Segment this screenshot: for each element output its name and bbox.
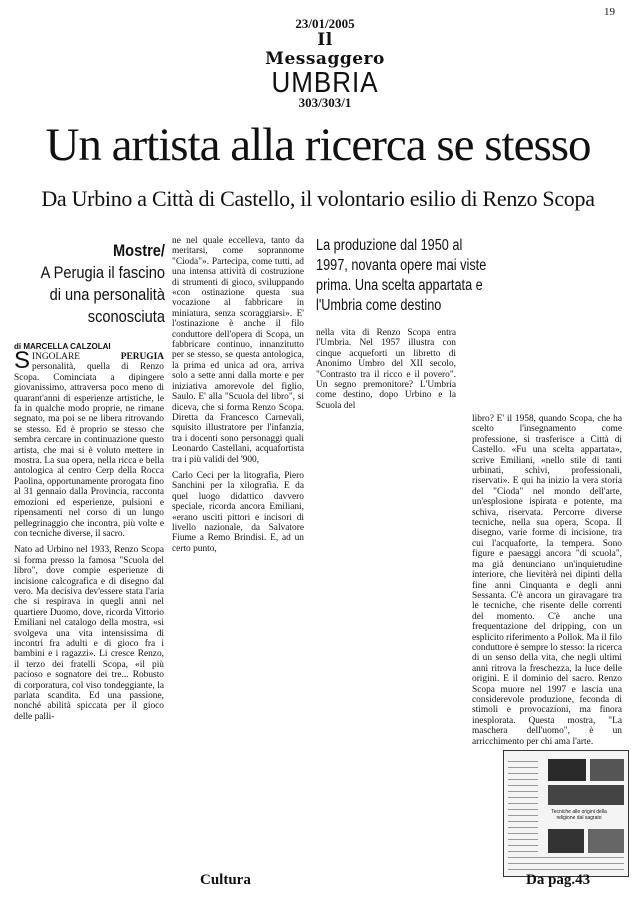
masthead <box>265 16 385 110</box>
footer-section: Cultura <box>200 872 251 888</box>
thumbnail-text-line <box>508 863 624 864</box>
newspaper-name: Il Messaggero <box>265 30 385 69</box>
thumbnail-text-line <box>508 827 538 828</box>
thumbnail-image-block <box>548 785 624 805</box>
thumbnail-text-line <box>508 791 538 792</box>
footer-continued: Da pag.43 <box>526 872 591 888</box>
thumbnail-text-line <box>508 803 538 804</box>
thumbnail-text-line <box>508 761 538 762</box>
thumbnail-text-line <box>508 809 538 810</box>
article-column-1 <box>14 347 164 728</box>
thumbnail-text-line <box>508 839 538 840</box>
article-paragraph <box>14 347 164 539</box>
headline: Un artista alla ricerca se stesso <box>45 119 591 171</box>
article-column-4 <box>472 414 622 753</box>
paragraph-text: INGOLARE personalità, quella di Renzo Scopa. Cominciata a dipingere giovanissimo, attraversa poco meno di quarant'anni di esperienze artistiche, le fa in qualche modo proprie, ne rimane segnato, ma poi se ne libera ritrovando se stesso. Ed è proprio se stesso che sembra cercare in continuazione questo artista, che mai si è voluto mettere in mostra. La sua opera, nella ricca e bella antologica al centro Cerp della Rocca Paolina, opportunamente prorogata fino al 31 gennaio dalla Provincia, racconta emozioni ed esperienze, pulsioni e ripensamenti nel corso di un lungo pellegrinaggio che incontra, più volte e con tecniche diverse, il sacro. <box>14 352 164 539</box>
masthead-date: 23/01/2005 <box>295 16 355 31</box>
article-paragraph: ne nel quale eccelleva, tanto da meritarsi, come soprannome "Cioda"». Partecipa, come tutti, ad una intensa attività di costruzione di strumenti di gioco, sviluppando «con ostinazione questa sua vocazione al fabbricare in miniatura, senza scoraggiarsi». E' l'ostinazione è anche il filo conduttore dell'opera di Scopa, un fabbricare continuo, innanzitutto per se stesso, se questa antologica, la prima ed unica ad ora, arriva solo a sette anni dalla morte e per iniziativa amorevole del figlio, Saulo. E' alla "Scuola del libro", si diceva, che si forma Renzo Scopa. Diretta da Francesco Carnevali, squisito illustratore per l'infanzia, tra i docenti sono personaggi quali Leonardo Castellani, acquafortista tra i più validi del '900, <box>172 236 304 465</box>
thumbnail-image-block <box>548 759 586 781</box>
article-paragraph: Nato ad Urbino nel 1933, Renzo Scopa si forma presso la famosa "Scuola del libro", dove compie esperienze di incisione calcografica e di disegno dal vero. Ma decisiva dev'essere stata l'aria che si respirava in quegli anni nel quartiere Duomo, dove, ricorda Vittorio Emiliani nel catalogo della mostra, «si svolgeva una vita intensissima di incontri fra adulti e di gioco fra i bambini e i ragazzi». Li cresce Renzo, il terzo dei fratelli Scopa, «il più pacioso e sognatore dei tre... Robusto di corporatura, col viso tondeggiante, la parlata scandita. Ed una passione, nonché abilità spiccata per il gioco delle palli- <box>14 545 164 722</box>
thumbnail-text-line <box>508 797 538 798</box>
kicker <box>32 240 165 328</box>
article-thumbnail <box>503 750 629 877</box>
thumbnail-text-line <box>508 857 624 858</box>
thumbnail-image-block <box>588 829 624 853</box>
thumbnail-image-block <box>590 759 624 781</box>
article-paragraph: nella vita di Renzo Scopa entra l'Umbria. Nel 1957 illustra con cinque acqueforti un libretto di Anonimo Umbro del XII secolo, "Contrasto tra il ricco e il povero". Un segno premonitore? L'Umbria come destino, dopo Urbino e la Scuola del <box>316 328 456 411</box>
masthead-reference: 303/303/1 <box>298 95 352 110</box>
thumbnail-text-line <box>508 815 538 816</box>
thumbnail-text-line <box>508 773 538 774</box>
byline: di MARCELLA CALZOLAI <box>14 342 111 351</box>
thumbnail-text-line <box>508 767 538 768</box>
thumbnail-text-line <box>508 821 538 822</box>
kicker-section: Mostre/ <box>112 241 165 260</box>
thumbnail-image-block <box>548 829 584 853</box>
dropcap: S <box>14 347 31 374</box>
thumbnail-text-line <box>508 785 538 786</box>
thumbnail-text-line <box>508 869 624 870</box>
subheadline: Da Urbino a Città di Castello, il volontario esilio di Renzo Scopa <box>41 186 595 211</box>
article-column-3 <box>316 328 456 417</box>
thumbnail-text-line <box>508 833 538 834</box>
page-number: 19 <box>604 6 615 18</box>
lede: La produzione dal 1950 al 1997, novanta opere mai viste prima. Una scelta appartata e l'Umbria come destino <box>316 237 487 314</box>
article-column-2 <box>172 236 304 560</box>
article-paragraph: Carlo Ceci per la litografia, Piero Sanchini per la xilografia. E da quel luogo didattico davvero speciale, ricorda ancora Emiliani, «erano usciti pittori e incisori di livello nazionale, da Salvatore Fiume a Remo Brindisi. E, ad un certo punto, <box>172 470 304 554</box>
article-paragraph: libro? E' il 1958, quando Scopa, che ha scelto l'insegnamento come professione, si trasferisce a Città di Castello. «Fu una scelta appartata», scrive Emiliani, «nello stile di tanti urbinati, schivi, professionali, riservati». E qui ha inizio la vera storia del "Cioda" nel mondo dell'arte, un'esplosione ispirata e potente, ma schiva, riservata. Percorre diverse tecniche, nella sua opera, Scopa. Il disegno, varie forme di incisione, tra cui l'acquaforte, la tempera. Sono figure e paesaggi ancora "di scuola", ma già denunciano un'inquietudine interiore, che lievitèrà nei dipinti della fine anni Cinquanta e degli anni Sessanta. C'è ancora un giravagare tra le tecniche, che risente delle correnti del momento. C'è anche una frequentazione del dripping, con un esplicito riferimento a Pollok. Ma il filo conduttore è sempre lo stesso: la ricerca di un senso della vita, che negli ultimi anni ritrova la freschezza, la luce delle origini. E il dominio del sacro. Renzo Scopa muore nel 1997 e lascia una considerevole produzione, feconda di stimoli e provocazioni, ma finora inesplorata. Questa mostra, "La maschera dell'uomo", è un arricchimento per chi ama l'arte. <box>472 414 622 747</box>
kicker-text: A Perugia il fascino di una personalità sconosciuta <box>40 263 166 326</box>
edition-name: UMBRIA <box>271 65 379 99</box>
thumbnail-caption: Tecniche alle origini della religione dal sagrato <box>551 809 607 821</box>
thumbnail-text-line <box>508 845 538 846</box>
thumbnail-text-line <box>508 851 538 852</box>
dateline: PERUGIA <box>120 352 164 362</box>
thumbnail-text-line <box>508 779 538 780</box>
